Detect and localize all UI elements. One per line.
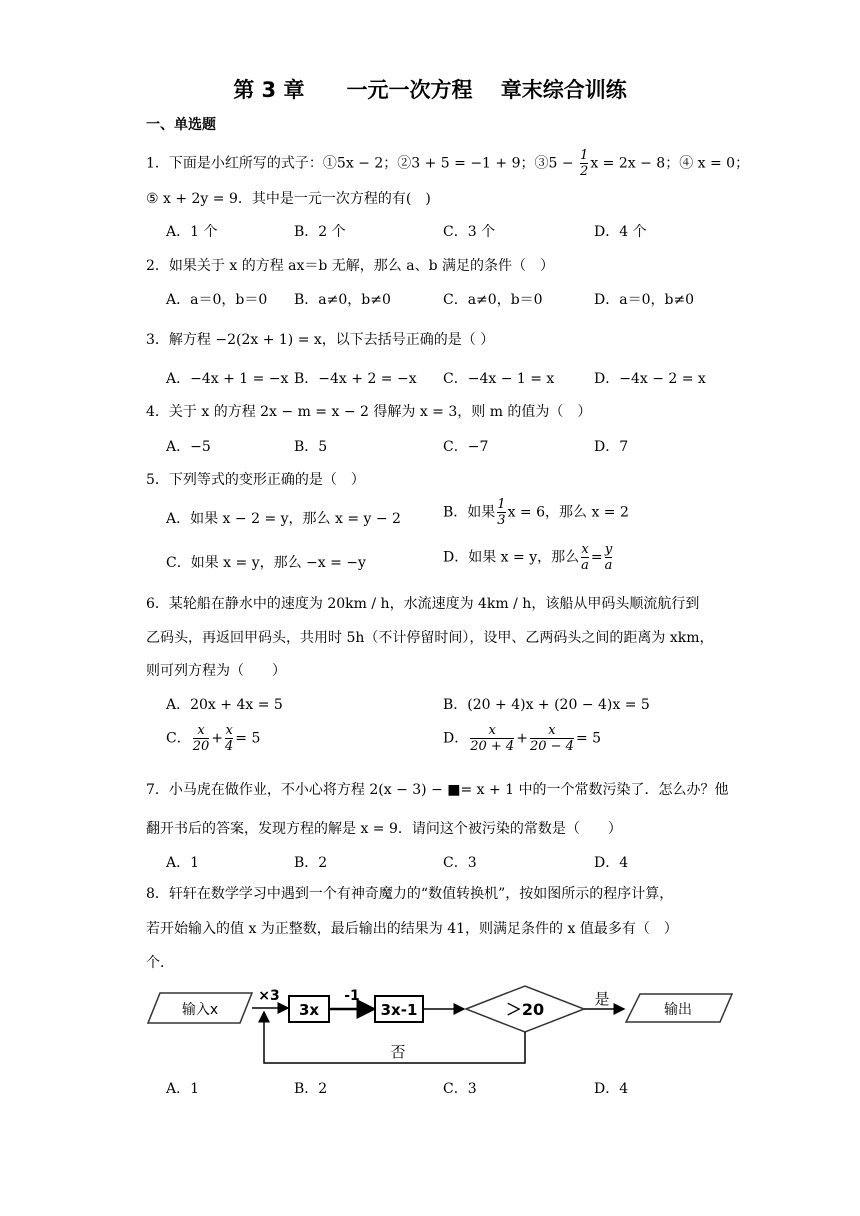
q8-option-b[interactable]: B．2	[294, 1081, 328, 1097]
q2-option-c[interactable]: C．a≠0，b＝0	[443, 292, 543, 308]
question-6-line-1: 6．某轮船在静水中的速度为 20km / h，水流速度为 4km / h，该船从甲码头顺流航行到	[146, 596, 700, 612]
q3-option-a[interactable]: A．−4x + 1 = −x	[166, 371, 289, 387]
q8-option-a[interactable]: A．1	[166, 1081, 200, 1097]
question-2: 2．如果关于 x 的方程 ax＝b 无解，那么 a、b 满足的条件（ ）	[146, 258, 555, 274]
q5-option-c[interactable]: C．如果 x = y，那么 −x = −y	[166, 555, 366, 571]
q4-option-b[interactable]: B．5	[294, 439, 328, 455]
compare-label: ＞20	[505, 1000, 545, 1019]
q2-option-a[interactable]: A．a＝0，b＝0	[166, 292, 268, 308]
q1-fraction: $\frac{1}{2}$	[580, 148, 589, 179]
q6-d-fraction-2: $\frac{x}{20 - 4}$	[529, 723, 574, 754]
q5-option-a[interactable]: A．如果 x − 2 = y，那么 x = y − 2	[166, 511, 401, 527]
q7-option-a[interactable]: A．1	[166, 855, 200, 871]
q6-c-fraction-2: $\frac{x}{4}$	[225, 723, 234, 754]
q1-option-b[interactable]: B．2 个	[294, 224, 346, 240]
q1-option-a[interactable]: A．1 个	[166, 224, 218, 240]
q1-text-1: 1．下面是小红所写的式子：①5x − 2；②3 + 5 = −1 + 9；③5 −	[146, 155, 579, 172]
q8-option-d[interactable]: D．4	[594, 1081, 629, 1097]
q1-option-c[interactable]: C．3 个	[443, 224, 496, 240]
q7-option-c[interactable]: C．3	[443, 855, 477, 871]
question-6-line-3: 则可列方程为（ ）	[146, 663, 286, 679]
q4-option-a[interactable]: A．−5	[166, 439, 211, 455]
box-3x-1-label: 3x-1	[380, 1001, 418, 1019]
q6-d-fraction-1: $\frac{x}{20 + 4}$	[470, 723, 515, 754]
q2-option-b[interactable]: B．a≠0，b≠0	[294, 292, 391, 308]
question-1-line-1	[146, 148, 749, 179]
box-3x-label: 3x	[298, 1001, 320, 1019]
q5-option-d[interactable]: D．如果 x = y，那么 $\frac{x}{a}$ = $\frac{y}{a}$	[443, 542, 613, 573]
question-7-line-1: 7．小马虎在做作业，不小心将方程 2(x − 3) − ■= x + 1 中的一个常数污染了．怎么办？他	[146, 782, 729, 798]
minus1-label: -1	[344, 988, 360, 1004]
q6-c-fraction-1: $\frac{x}{20}$	[192, 723, 210, 754]
flow-diagram	[146, 983, 736, 1069]
q7-option-b[interactable]: B．2	[294, 855, 328, 871]
q4-option-d[interactable]: D．7	[594, 439, 629, 455]
yes-label: 是	[594, 990, 610, 1008]
q6-option-c[interactable]: C． $\frac{x}{20}$ + $\frac{x}{4}$ = 5	[166, 723, 261, 754]
question-8-line-1: 8．轩轩在数学学习中遇到一个有神奇魔力的“数值转换机”，按如图所示的程序计算，	[146, 886, 674, 902]
section-heading: 一、单选题	[146, 117, 216, 133]
q5-d-fraction-1: $\frac{x}{a}$	[581, 542, 589, 573]
q1-text-1-tail: x = 2x − 8；④ x = 0；	[590, 155, 750, 172]
input-label: 输入x	[181, 1002, 219, 1018]
output-label: 输出	[664, 1002, 692, 1018]
q3-option-d[interactable]: D．−4x − 2 = x	[594, 371, 706, 387]
q3-option-c[interactable]: C．−4x − 1 = x	[443, 371, 555, 387]
q8-option-c[interactable]: C．3	[443, 1081, 477, 1097]
q6-option-a[interactable]: A．20x + 4x = 5	[166, 697, 283, 713]
q5-option-b[interactable]: B．如果 $\frac{1}{3}$ x = 6，那么 x = 2	[443, 497, 629, 528]
q7-option-d[interactable]: D．4	[594, 855, 629, 871]
question-6-line-2: 乙码头，再返回甲码头，共用时 5h（不计停留时间），设甲、乙两码头之间的距离为 xkm，	[146, 630, 714, 646]
question-8-line-3: 个．	[146, 955, 174, 971]
question-1-line-2: ⑤ x + 2y = 9．其中是一元一次方程的有( )	[146, 191, 431, 207]
q3-option-b[interactable]: B．−4x + 2 = −x	[294, 371, 417, 387]
question-8-line-2: 若开始输入的值 x 为正整数，最后输出的结果为 41，则满足条件的 x 值最多有（ ）	[146, 921, 678, 937]
question-5: 5．下列等式的变形正确的是（ ）	[146, 472, 365, 488]
q2-option-d[interactable]: D．a＝0，b≠0	[594, 292, 695, 308]
q1-option-d[interactable]: D．4 个	[594, 224, 647, 240]
question-3: 3．解方程 −2(2x + 1) = x，以下去括号正确的是（ ）	[146, 332, 495, 348]
q5-b-fraction: $\frac{1}{3}$	[497, 497, 506, 528]
q4-option-c[interactable]: C．−7	[443, 439, 489, 455]
question-7-line-2: 翻开书后的答案，发现方程的解是 x = 9．请问这个被污染的常数是（ ）	[146, 821, 622, 837]
page-title: 第 3 章 一元一次方程 章末综合训练	[233, 78, 627, 102]
question-4: 4．关于 x 的方程 2x − m = x − 2 得解为 x = 3，则 m 的值为（ ）	[146, 404, 592, 420]
q5-d-fraction-2: $\frac{y}{a}$	[604, 542, 613, 573]
q6-option-d[interactable]: D． $\frac{x}{20 + 4}$ + $\frac{x}{20 - 4}$ = 5	[443, 723, 602, 754]
q6-option-b[interactable]: B．(20 + 4)x + (20 − 4)x = 5	[443, 697, 650, 713]
times3-label: ×3	[258, 988, 280, 1004]
no-label: 否	[390, 1043, 406, 1061]
